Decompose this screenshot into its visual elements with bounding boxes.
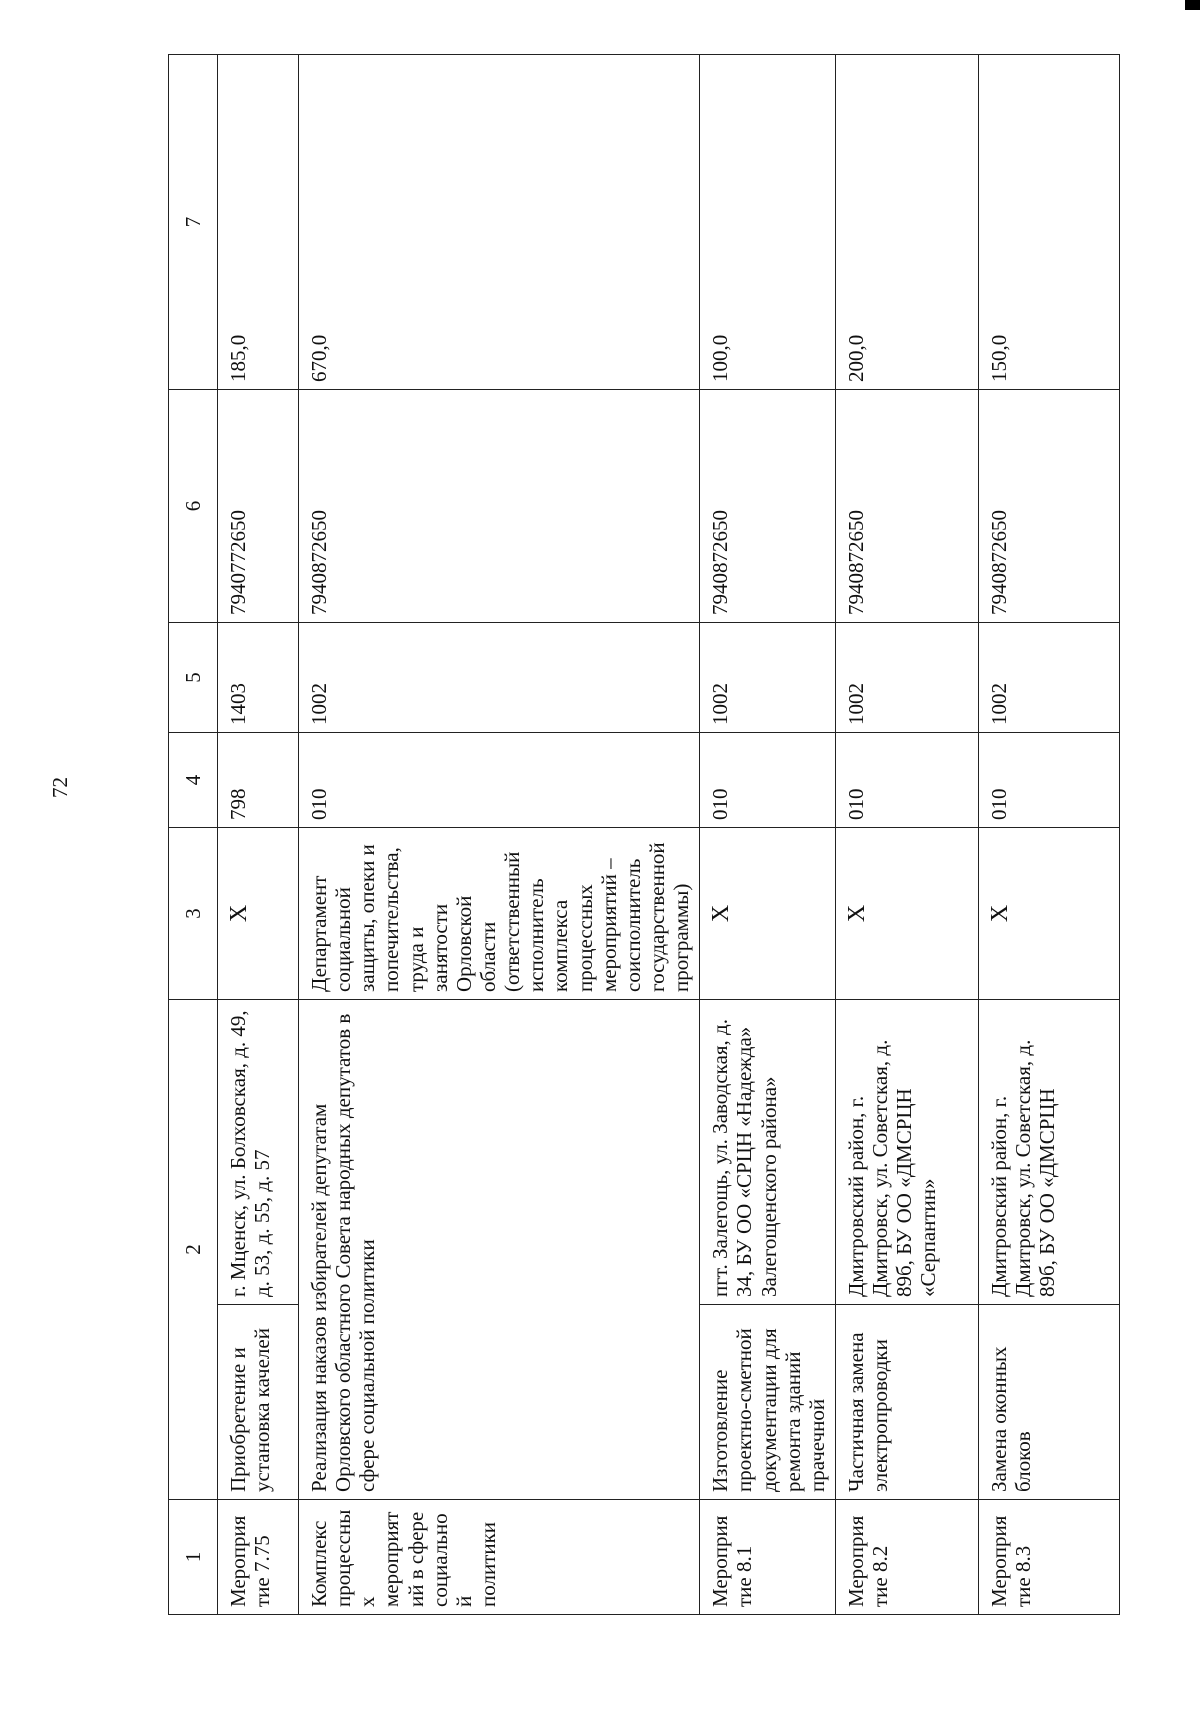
code-section: 1002 — [299, 623, 700, 733]
code-grbs: 010 — [978, 733, 1119, 828]
measure-address: Дмитровский район, г. Дмитровск, ул. Советская, д. 89б, БУ ОО «ДМСРЦН — [978, 1000, 1119, 1305]
responsible-executor: Департамент социальной защиты, опеки и попечительства, труда и занятости Орловской области (ответственный исполнитель комплекса процессных мероприятий – соисполнитель государственной программы) — [299, 828, 700, 1000]
code-grbs: 010 — [299, 733, 700, 828]
measure-id: Мероприятие 8.3 — [978, 1500, 1119, 1615]
code-section: 1002 — [835, 623, 978, 733]
table-row — [978, 55, 1119, 1615]
column-header: 5 — [169, 623, 218, 733]
amount: 185,0 — [218, 55, 299, 390]
executor-cell: X — [700, 828, 836, 1000]
code-section: 1002 — [978, 623, 1119, 733]
measure-id: Мероприятие 8.2 — [835, 1500, 978, 1615]
code-grbs: 010 — [835, 733, 978, 828]
rotated-table-container — [168, 55, 1200, 1615]
code-section: 1002 — [700, 623, 836, 733]
measure-address: пгт. Залегощь, ул. Заводская, д. 34, БУ ОО «СРЦН «Надежда» Залегощенского района» — [700, 1000, 836, 1305]
amount: 200,0 — [835, 55, 978, 390]
code-target: 7940872650 — [978, 390, 1119, 623]
code-grbs: 798 — [218, 733, 299, 828]
measure-name: Изготовление проектно-сметной документации для ремонта зданий прачечной — [700, 1305, 836, 1500]
table-row — [700, 55, 836, 1615]
amount: 100,0 — [700, 55, 836, 390]
measure-name: Частичная замена электропроводки — [835, 1305, 978, 1500]
complex-description: Реализация наказов избирателей депутатам Орловского областного Совета народных депутатов в сфере социальной политики — [299, 1000, 700, 1500]
column-number-row — [169, 55, 218, 1615]
table-row — [299, 55, 700, 1615]
code-target: 7940872650 — [835, 390, 978, 623]
measure-name: Замена оконных блоков — [978, 1305, 1119, 1500]
column-header: 3 — [169, 828, 218, 1000]
column-header: 7 — [169, 55, 218, 390]
table-row — [835, 55, 978, 1615]
code-target: 7940772650 — [218, 390, 299, 623]
page-number: 72 — [48, 777, 72, 798]
code-section: 1403 — [218, 623, 299, 733]
measure-address: Дмитровский район, г. Дмитровск, ул. Советская, д. 89б, БУ ОО «ДМСРЦН «Серпантин» — [835, 1000, 978, 1305]
column-header: 6 — [169, 390, 218, 623]
amount: 150,0 — [978, 55, 1119, 390]
column-header: 1 — [169, 1500, 218, 1615]
code-grbs: 010 — [700, 733, 836, 828]
executor-cell: X — [835, 828, 978, 1000]
code-target: 7940872650 — [299, 390, 700, 623]
measure-address: г. Мценск, ул. Болховская, д. 49, д. 53, д. 55, д. 57 — [218, 1000, 299, 1305]
measure-id: Мероприятие 7.75 — [218, 1500, 299, 1615]
executor-cell: X — [218, 828, 299, 1000]
code-target: 7940872650 — [700, 390, 836, 623]
scan-corner-mark — [1185, 0, 1200, 10]
measure-id: Мероприятие 8.1 — [700, 1500, 836, 1615]
amount: 670,0 — [299, 55, 700, 390]
executor-cell: X — [978, 828, 1119, 1000]
column-header: 4 — [169, 733, 218, 828]
table-row — [218, 55, 299, 1615]
measure-name: Приобретение и установка качелей — [218, 1305, 299, 1500]
column-header: 2 — [169, 1000, 218, 1500]
program-table — [168, 54, 1120, 1615]
complex-title: Комплекс процессных мероприятий в сфере социальной политики — [299, 1500, 700, 1615]
